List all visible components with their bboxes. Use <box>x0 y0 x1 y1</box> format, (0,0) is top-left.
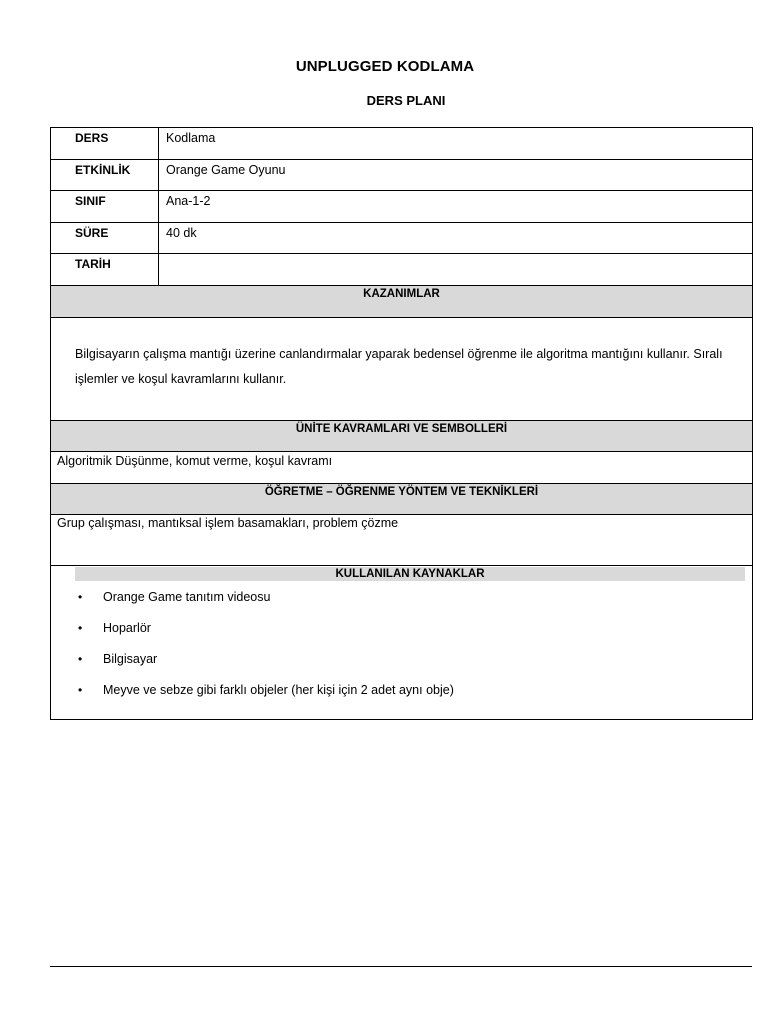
unite-text: Algoritmik Düşünme, komut verme, koşul kavramı <box>57 454 333 468</box>
kazanimlar-content-row <box>51 318 752 421</box>
resource-text: Bilgisayar <box>103 652 158 666</box>
list-item <box>78 651 454 682</box>
list-item <box>78 620 454 651</box>
list-item <box>78 589 454 620</box>
yontem-content-row <box>51 515 752 566</box>
info-value: Kodlama <box>166 131 216 145</box>
info-row-ders <box>51 128 752 160</box>
bullet-icon: • <box>78 652 83 666</box>
info-value: Orange Game Oyunu <box>166 163 286 177</box>
bullet-icon: • <box>78 621 83 635</box>
resource-list <box>78 589 454 713</box>
section-heading: KAZANIMLAR <box>51 286 752 317</box>
info-row-sinif <box>51 191 752 223</box>
section-heading: ÖĞRETME – ÖĞRENME YÖNTEM VE TEKNİKLERİ <box>51 484 752 514</box>
info-row-sure <box>51 223 752 254</box>
info-label: ETKİNLİK <box>51 160 159 190</box>
yontem-header-row <box>51 484 752 515</box>
bullet-icon: • <box>78 590 83 604</box>
resource-text: Meyve ve sebze gibi farklı objeler (her kişi için 2 adet aynı obje) <box>103 683 454 697</box>
document-subtitle: DERS PLANI <box>366 93 446 108</box>
info-label: SINIF <box>51 191 159 222</box>
kaynaklar-row <box>51 566 752 719</box>
info-row-tarih <box>51 254 752 286</box>
yontem-text: Grup çalışması, mantıksal işlem basamakları, problem çözme <box>57 516 399 530</box>
section-heading: KULLANILAN KAYNAKLAR <box>75 567 745 581</box>
info-value: Ana-1-2 <box>166 194 211 208</box>
footer-divider <box>50 966 752 967</box>
resource-text: Orange Game tanıtım videosu <box>103 590 271 604</box>
bullet-icon: • <box>78 683 83 697</box>
info-label: DERS <box>51 128 159 159</box>
info-row-etkinlik <box>51 160 752 191</box>
kazanimlar-text: Bilgisayarın çalışma mantığı üzerine canlandırmalar yaparak bedensel öğrenme ile algoritma mantığını kullanır. Sıralı işlemler ve koşul kavramlarını kullanır. <box>75 347 723 386</box>
resource-text: Hoparlör <box>103 621 151 635</box>
info-label: SÜRE <box>51 223 159 253</box>
info-label: TARİH <box>51 254 159 285</box>
unite-content-row <box>51 452 752 484</box>
document-title: UNPLUGGED KODLAMA <box>295 58 475 75</box>
unite-header-row <box>51 421 752 452</box>
kazanimlar-header-row <box>51 286 752 318</box>
list-item <box>78 682 454 713</box>
lesson-plan-table <box>50 127 753 720</box>
section-heading: ÜNİTE KAVRAMLARI VE SEMBOLLERİ <box>51 421 752 451</box>
info-value: 40 dk <box>166 226 197 240</box>
